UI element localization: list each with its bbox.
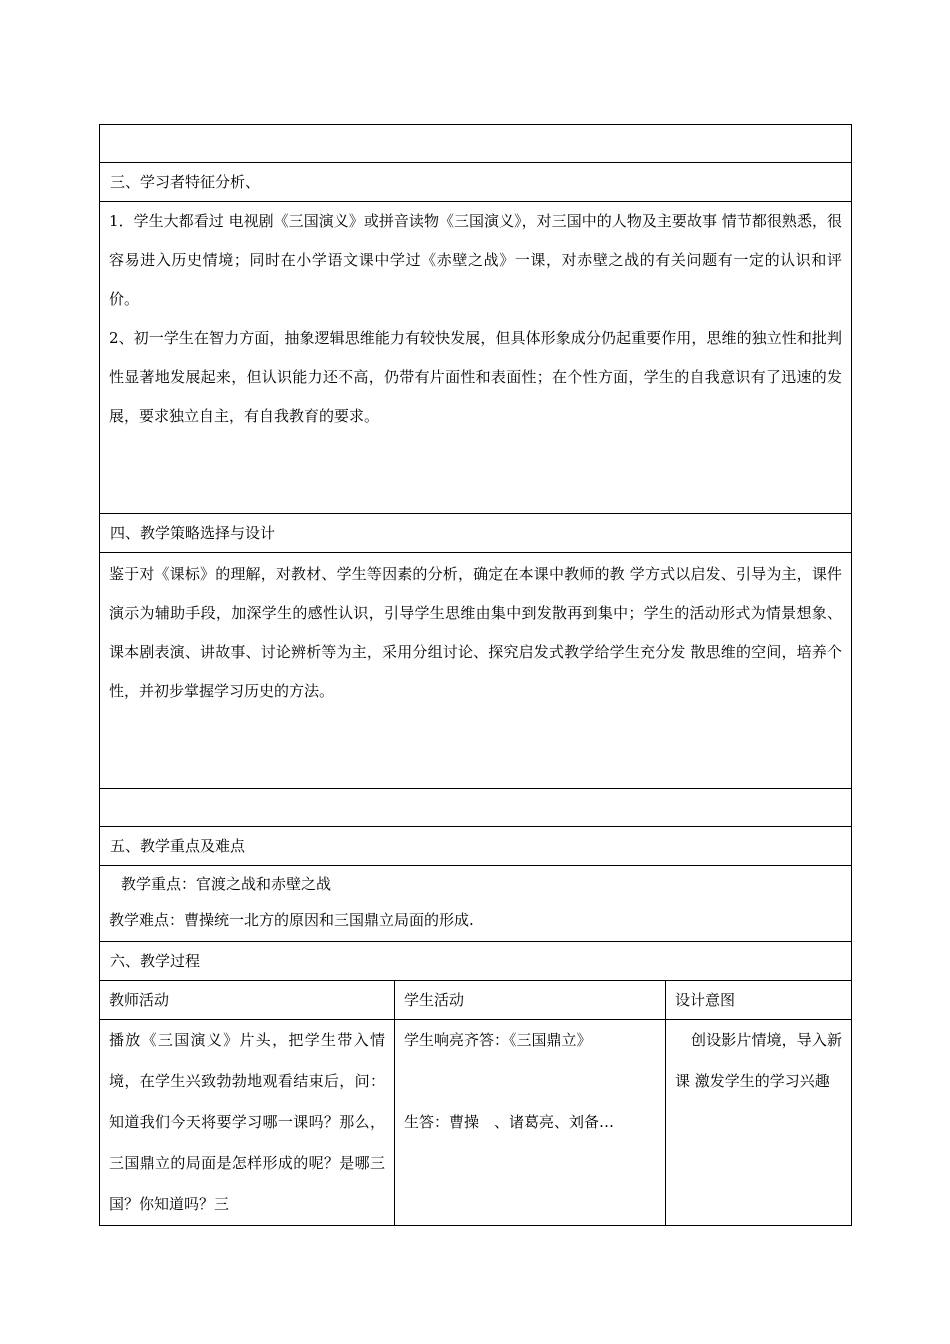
student-answer-2: 生答：曹操 、诸葛亮、刘备… [404,1113,615,1131]
section3-body [100,202,852,514]
section4-body [100,553,852,789]
teacher-activity-cell [100,1020,395,1226]
section3-title: 三、学习者特征分析、 [100,163,852,202]
empty-row [100,125,852,163]
column-header-student: 学生活动 [395,981,666,1020]
section6-title: 六、教学过程 [100,942,852,981]
teacher-activity-text: 播放《三国演义》片头，把学生带入情境，在学生兴致勃勃地观看结束后，问：知道我们今天将要学习哪一课吗？那么，三国鼎立的局面是怎样形成的呢？是哪三国？你知道吗？三 [109,1031,385,1213]
student-activity-cell [395,1020,666,1226]
section5-title: 五、教学重点及难点 [100,827,852,866]
design-intent-cell [666,1020,852,1226]
empty-row [100,789,852,827]
section4-title: 四、教学策略选择与设计 [100,514,852,553]
teaching-key-point: 教学重点：官渡之战和赤壁之战 [121,875,332,893]
column-header-intent: 设计意图 [666,981,852,1020]
section5-body [100,866,852,942]
teaching-difficulty: 教学难点：曹操统一北方的原因和三国鼎立局面的形成. [109,911,474,929]
section4-paragraph: 鉴于对《课标》的理解，对教材、学生等因素的分析，确定在本课中教师的教 学方式以启发、引导为主，课件演示为辅助手段，加深学生的感性认识，引导学生思维由集中到发散再到集中；学生的活动形式为情景想象、课本剧表演、讲故事、讨论辨析等为主，采用分组讨论、探究启发式教学给学生充分发 散思维的空间，培养个性，并初步掌握学习历史的方法。 [109,565,843,700]
section3-paragraph-2: 2、初一学生在智力方面，抽象逻辑思维能力有较快发展，但具体形象成分仍起重要作用，思维的独立性和批判性显著地发展起来，但认识能力还不高，仍带有片面性和表面性；在个性方面，学生的自我意识有了迅速的发展，要求独立自主，有自我教育的要求。 [109,329,843,425]
section3-paragraph-1: 1．学生大都看过 电视剧《三国演义》或拼音读物《三国演义》，对三国中的人物及主要故事 情节都很熟悉，很容易进入历史情境；同时在小学语文课中学过《赤壁之战》一课，对赤壁之战的有关问题有一定的认识和评价。 [109,212,843,308]
column-header-teacher: 教师活动 [100,981,395,1020]
student-answer-1: 学生响亮齐答：《三国鼎立》 [404,1031,592,1049]
lesson-plan-table [99,124,852,1226]
design-intent-text: 创设影片情境，导入新课 激发学生的学习兴趣 [675,1031,843,1090]
